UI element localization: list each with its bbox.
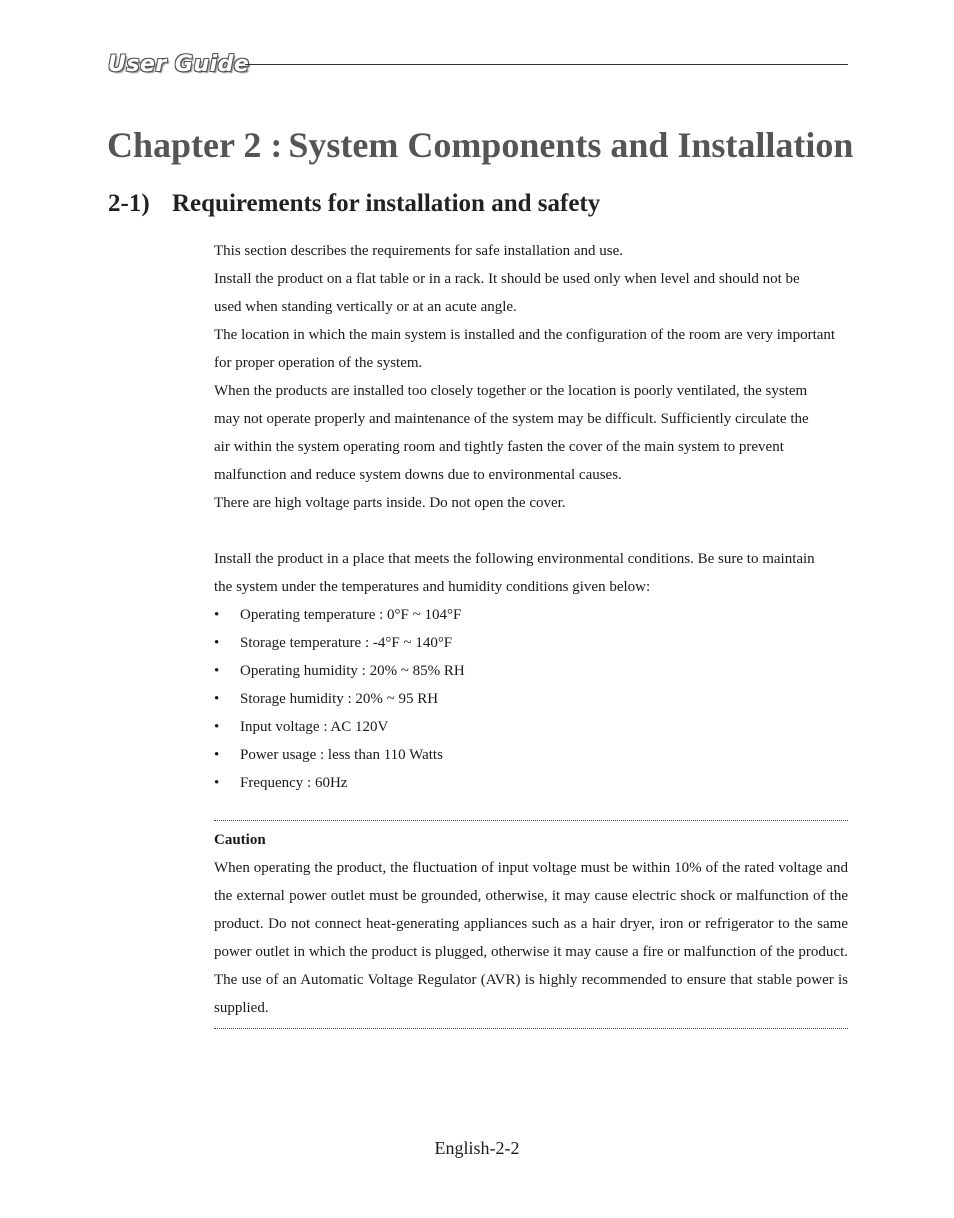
section-number: 2-1) (108, 190, 150, 217)
section-title (108, 186, 600, 222)
paragraph-line: There are high voltage parts inside. Do not open the cover. (214, 495, 566, 511)
bullet-icon: • (214, 747, 220, 763)
paragraph-line: Install the product on a flat table or in a rack. It should be used only when level and should not be (214, 271, 800, 287)
spec-text: Frequency : 60Hz (240, 775, 348, 791)
paragraph-line: malfunction and reduce system downs due to environmental causes. (214, 467, 622, 483)
paragraph-line: may not operate properly and maintenance of the system may be difficult. Sufficiently circulate the (214, 411, 809, 427)
bullet-icon: • (214, 719, 220, 735)
chapter-name: System Components and Installation (288, 125, 854, 165)
paragraph-line: This section describes the requirements for safe installation and use. (214, 243, 624, 259)
chapter-label: Chapter 2 : (107, 125, 283, 165)
section-body (214, 237, 848, 797)
spec-text: Input voltage : AC 120V (240, 719, 389, 735)
env-intro-line: the system under the temperatures and humidity conditions given below: (214, 579, 651, 595)
paragraph-line: The location in which the main system is installed and the configuration of the room are very important (214, 327, 836, 343)
paragraph-line: air within the system operating room and tightly fasten the cover of the main system to prevent (214, 439, 784, 455)
env-intro-line: Install the product in a place that meets the following environmental conditions. Be sure to maintain (214, 551, 815, 567)
spec-text: Storage humidity : 20% ~ 95 RH (240, 691, 439, 707)
bullet-icon: • (214, 691, 220, 707)
spec-text: Storage temperature : -4°F ~ 140°F (240, 635, 453, 651)
header-divider (245, 64, 848, 65)
paragraph-line: used when standing vertically or at an acute angle. (214, 299, 517, 315)
environment-spec-list (214, 601, 848, 797)
caution-box (214, 820, 848, 1029)
bullet-icon: • (214, 635, 220, 651)
spec-item (214, 657, 848, 685)
bullet-icon: • (214, 607, 220, 623)
spec-item (214, 741, 848, 769)
bullet-icon: • (214, 663, 220, 679)
spec-item (214, 629, 848, 657)
bullet-icon: • (214, 775, 220, 791)
caution-text: When operating the product, the fluctuation of input voltage must be within 10% of the rated voltage and the external power outlet must be grounded, otherwise, it may cause electric shock or malfunction of the product. Do not connect heat-generating appliances such as a hair dryer, iron or refrigerator to the same power outlet in which the product is plugged, otherwise it may cause a fire or malfunction of the product. The use of an Automatic Voltage Regulator (AVR) is highly recommended to ensure that stable power is supplied. (214, 860, 848, 1016)
blank-line (214, 517, 848, 545)
caution-title: Caution (214, 832, 266, 848)
section-name: Requirements for installation and safety (172, 190, 601, 217)
spec-text: Operating humidity : 20% ~ 85% RH (240, 663, 465, 679)
paragraph-line: When the products are installed too closely together or the location is poorly ventilated, the system (214, 383, 808, 399)
chapter-title (107, 120, 853, 170)
paragraph-line: for proper operation of the system. (214, 355, 423, 371)
spec-text: Power usage : less than 110 Watts (240, 747, 443, 763)
page-number: English-2-2 (434, 1138, 520, 1158)
user-guide-logo: User Guide (108, 52, 250, 77)
spec-item (214, 769, 848, 797)
spec-item (214, 601, 848, 629)
spec-item (214, 685, 848, 713)
spec-text: Operating temperature : 0°F ~ 104°F (240, 607, 462, 623)
spec-item (214, 713, 848, 741)
